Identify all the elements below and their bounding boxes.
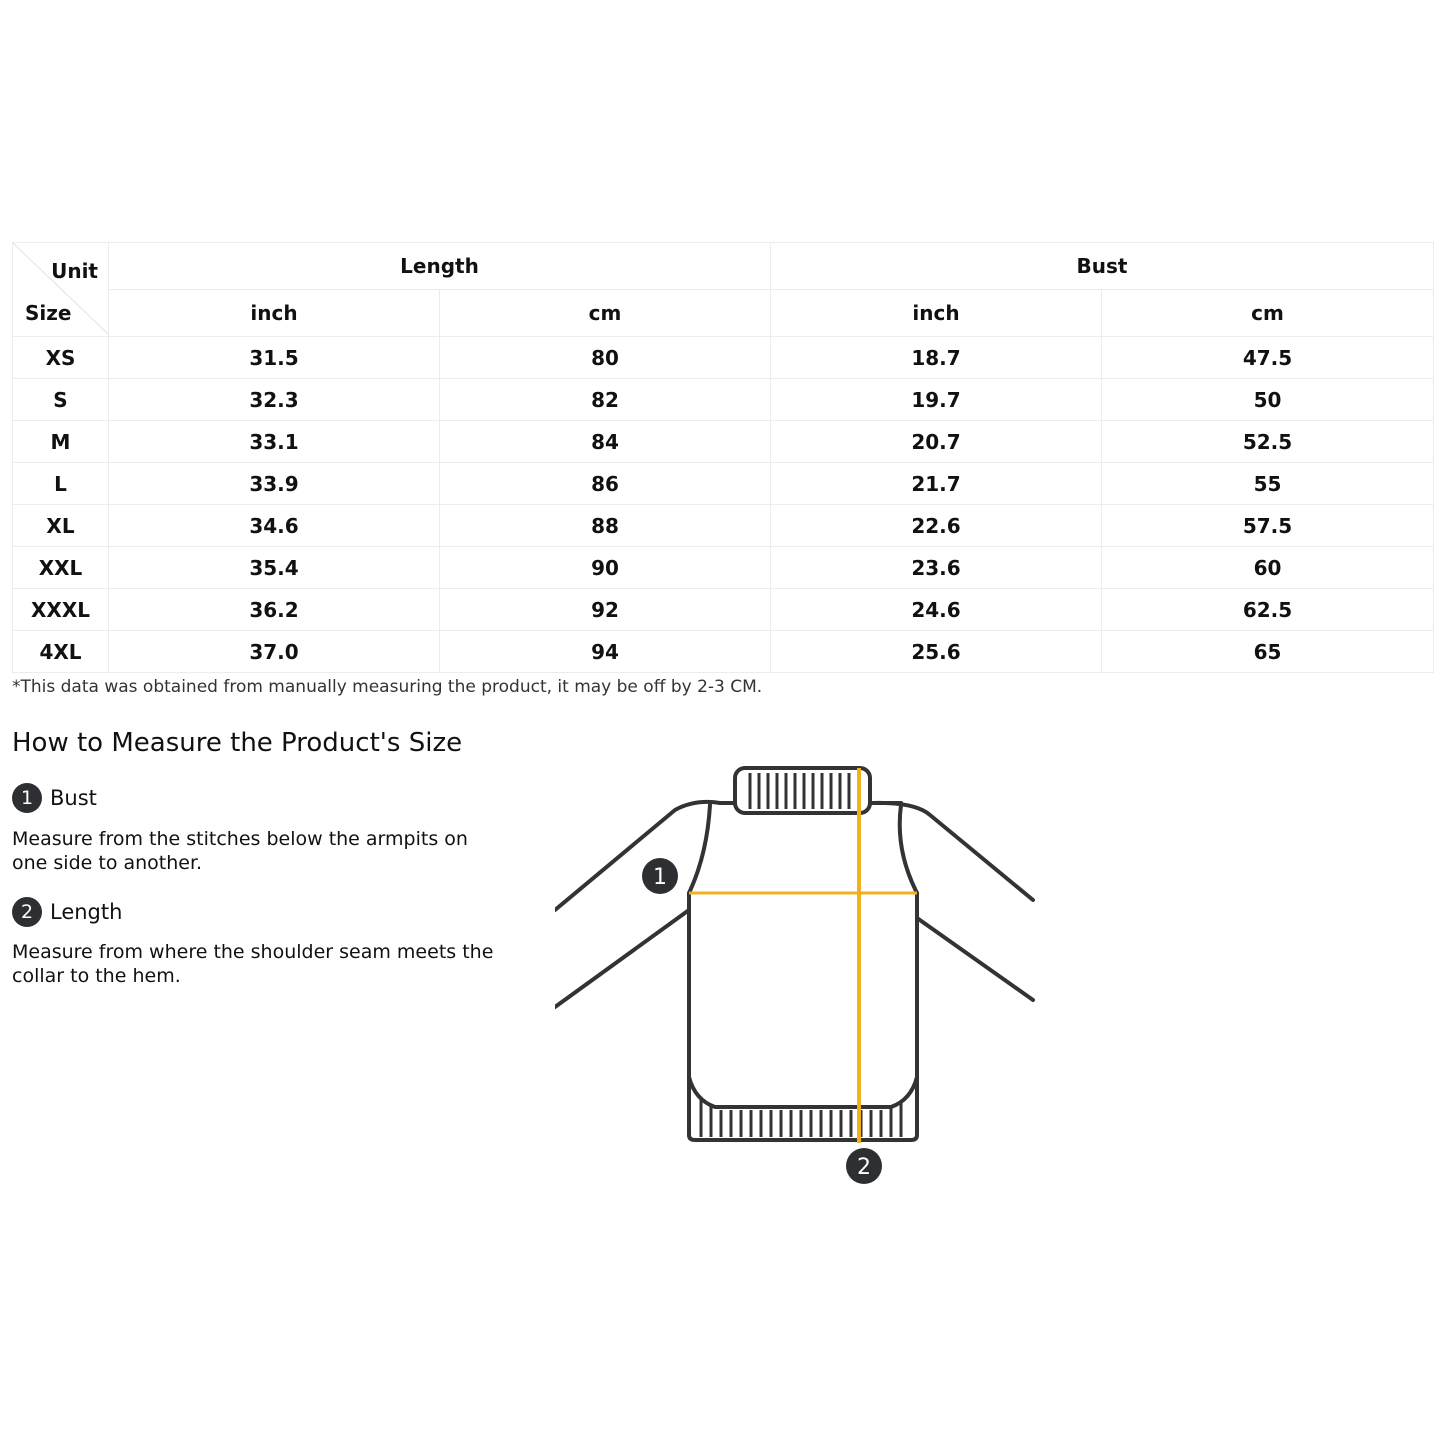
table-row	[13, 547, 1434, 589]
value-cell: 33.9	[109, 463, 440, 505]
right-sleeve-inner-outline	[917, 918, 1033, 1000]
size-cell: XXXL	[13, 589, 109, 631]
sweater-measurement-diagram	[555, 755, 1035, 1190]
value-cell: 33.1	[109, 421, 440, 463]
table-row	[13, 589, 1434, 631]
howto-title: How to Measure the Product's Size	[12, 728, 463, 758]
bust-header: Bust	[771, 243, 1434, 290]
step-bust	[12, 783, 97, 813]
value-cell: 84	[440, 421, 771, 463]
unit-label: Unit	[51, 259, 98, 283]
length-cm-header: cm	[440, 290, 771, 337]
collar-ribbing	[750, 773, 849, 809]
value-cell: 52.5	[1102, 421, 1434, 463]
value-cell: 31.5	[109, 337, 440, 379]
value-cell: 82	[440, 379, 771, 421]
value-cell: 50	[1102, 379, 1434, 421]
size-cell: L	[13, 463, 109, 505]
body-outline	[689, 893, 917, 1140]
left-armhole-outline	[689, 805, 710, 893]
value-cell: 86	[440, 463, 771, 505]
value-cell: 22.6	[771, 505, 1102, 547]
step-length-description: Measure from where the shoulder seam meets the collar to the hem.	[12, 941, 494, 987]
size-chart-table	[12, 242, 1434, 673]
table-row	[13, 505, 1434, 547]
step-number-badge: 2	[12, 897, 42, 927]
value-cell: 88	[440, 505, 771, 547]
length-marker	[846, 1148, 882, 1184]
size-cell: S	[13, 379, 109, 421]
bust-marker-number: 1	[653, 865, 667, 890]
value-cell: 92	[440, 589, 771, 631]
step-label: Bust	[50, 786, 97, 810]
right-sleeve-outline	[873, 803, 1033, 900]
left-sleeve-inner-outline	[555, 910, 689, 1007]
value-cell: 34.6	[109, 505, 440, 547]
value-cell: 25.6	[771, 631, 1102, 673]
value-cell: 62.5	[1102, 589, 1434, 631]
value-cell: 20.7	[771, 421, 1102, 463]
size-cell: XXL	[13, 547, 109, 589]
table-row	[13, 379, 1434, 421]
hem-band-top	[689, 1077, 917, 1107]
table-row	[13, 631, 1434, 673]
step-bust-description: Measure from the stitches below the armpits on one side to another.	[12, 828, 468, 874]
bust-inch-header: inch	[771, 290, 1102, 337]
size-cell: 4XL	[13, 631, 109, 673]
table-row	[13, 421, 1434, 463]
value-cell: 60	[1102, 547, 1434, 589]
size-cell: XL	[13, 505, 109, 547]
value-cell: 24.6	[771, 589, 1102, 631]
table-row	[13, 463, 1434, 505]
step-number-badge: 1	[12, 783, 42, 813]
size-label: Size	[25, 301, 72, 325]
value-cell: 90	[440, 547, 771, 589]
value-cell: 37.0	[109, 631, 440, 673]
bust-cm-header: cm	[1102, 290, 1434, 337]
length-header: Length	[109, 243, 771, 290]
length-marker-number: 2	[857, 1155, 871, 1180]
value-cell: 19.7	[771, 379, 1102, 421]
value-cell: 35.4	[109, 547, 440, 589]
step-length	[12, 897, 122, 927]
measurement-note: *This data was obtained from manually measuring the product, it may be off by 2-3 CM.	[12, 677, 763, 697]
corner-header-cell	[13, 243, 109, 337]
value-cell: 80	[440, 337, 771, 379]
table-row	[13, 337, 1434, 379]
step-label: Length	[50, 900, 123, 924]
value-cell: 23.6	[771, 547, 1102, 589]
value-cell: 36.2	[109, 589, 440, 631]
bust-marker	[642, 858, 678, 894]
value-cell: 21.7	[771, 463, 1102, 505]
value-cell: 65	[1102, 631, 1434, 673]
value-cell: 57.5	[1102, 505, 1434, 547]
size-cell: XS	[13, 337, 109, 379]
right-armhole-outline	[900, 805, 917, 893]
value-cell: 55	[1102, 463, 1434, 505]
size-cell: M	[13, 421, 109, 463]
value-cell: 94	[440, 631, 771, 673]
value-cell: 47.5	[1102, 337, 1434, 379]
length-inch-header: inch	[109, 290, 440, 337]
value-cell: 32.3	[109, 379, 440, 421]
value-cell: 18.7	[771, 337, 1102, 379]
